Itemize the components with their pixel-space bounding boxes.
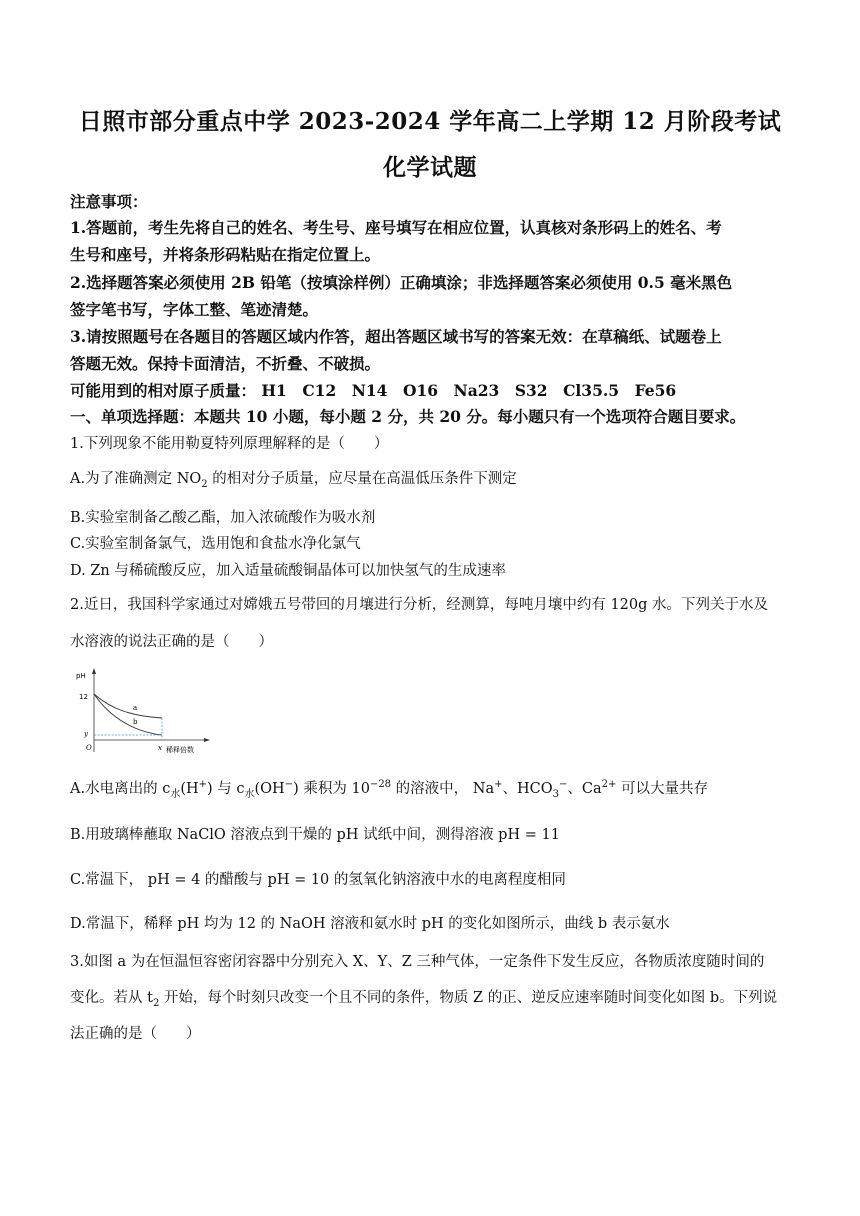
exam-title: 日照市部分重点中学 2023-2024 学年高二上学期 12 月阶段考试 <box>78 108 782 135</box>
notice-heading: 注意事项： <box>70 192 148 211</box>
y-axis-label: pH <box>76 672 86 680</box>
notice-item1-line2: 生号和座号，并将条形码粘贴在指定位置上。 <box>70 245 381 264</box>
y-tick-12: 12 <box>79 693 88 701</box>
q1-stem: 1.下列现象不能用勒夏特列原理解释的是（ ） <box>70 436 389 452</box>
q1-option-c: C.实验室制备氯气，选用饱和食盐水净化氯气 <box>70 536 361 552</box>
q2-stem-line2: 水溶液的说法正确的是（ ） <box>70 634 273 650</box>
q1-option-b: B.实验室制备乙酸乙酯，加入浓硫酸作为吸水剂 <box>70 510 376 526</box>
q2-ph-dilution-figure <box>76 664 216 760</box>
atomic-masses: 可能用到的相对原子质量： H1 C12 N14 O16 Na23 S32 Cl35.5 Fe56 <box>70 381 677 400</box>
notice-item2-line2: 签字笔书写，字体工整、笔迹清楚。 <box>70 300 319 319</box>
q2-option-c: C.常温下， pH = 4 的醋酸与 pH = 10 的氢氧化钠溶液中水的电离程度相同 <box>70 872 566 888</box>
notice-item3-line2: 答题无效。保持卡面清洁，不折叠、不破损。 <box>70 354 381 373</box>
q3-stem-line3: 法正确的是（ ） <box>70 1026 201 1042</box>
q1-option-a: A.为了准确测定 $NO_2$ 的相对分子质量，应尽量在高温低压条件下测定 <box>70 471 517 490</box>
y-mark: y <box>84 730 88 738</box>
q3-stem-line2: 变化。若从 $t_2$ 开始，每个时刻只改变一个且不同的条件，物质 Z 的正、逆反应速率随时间变化如图 b。下列说 <box>70 990 778 1009</box>
q2-option-d: D.常温下，稀释 pH 均为 12 的 NaOH 溶液和氨水时 pH 的变化如图所示，曲线 b 表示氨水 <box>70 916 670 932</box>
curve-b-label: b <box>133 718 138 726</box>
origin-label: O <box>86 744 92 752</box>
notice-item3-line1: 3.请按照题号在各题目的答题区域内作答，超出答题区域书写的答案无效：在草稿纸、试题卷上 <box>70 327 722 346</box>
x-mark: x <box>158 744 162 752</box>
curve-a-label: a <box>133 704 138 712</box>
q2-stem-line1: 2.近日，我国科学家通过对嫦娥五号带回的月壤进行分析，经测算，每吨月壤中约有 120g 水。下列关于水及 <box>70 597 769 613</box>
q3-stem-line1: 3.如图 a 为在恒温恒容密闭容器中分别充入 X、Y、Z 三种气体，一定条件下发生反应，各物质浓度随时间的 <box>70 954 765 970</box>
x-axis-label: 稀释倍数 <box>166 746 194 754</box>
curve-b <box>94 694 162 735</box>
section1-heading: 一、单项选择题：本题共 10 小题，每小题 2 分，共 20 分。每小题只有一个选项符合题目要求。 <box>70 407 746 426</box>
q1-option-d: D. Zn 与稀硫酸反应，加入适量硫酸铜晶体可以加快氢气的生成速率 <box>70 563 506 579</box>
x-axis-arrow <box>204 738 210 742</box>
curve-a <box>94 694 162 718</box>
exam-subtitle: 化学试题 <box>383 154 477 181</box>
notice-item1-line1: 1.答题前，考生先将自己的姓名、考生号、座号填写在相应位置，认真核对条形码上的姓名、考 <box>70 218 722 237</box>
q2-option-b: B.用玻璃棒蘸取 NaClO 溶液点到干燥的 pH 试纸中间，测得溶液 pH = 11 <box>70 827 560 843</box>
y-axis-arrow <box>92 668 96 674</box>
q2-option-a: A.水电离出的 $c_水(H^+)$ 与 $c_水(OH^-)$ 乘积为 $10^{-28}$ 的溶液中， Na+、$HCO_3^-$、$Ca^{2+}$ 可以大量共存 <box>70 779 709 800</box>
notice-item2-line1: 2.选择题答案必须使用 2B 铅笔（按填涂样例）正确填涂；非选择题答案必须使用 0.5 毫米黑色 <box>70 273 733 292</box>
